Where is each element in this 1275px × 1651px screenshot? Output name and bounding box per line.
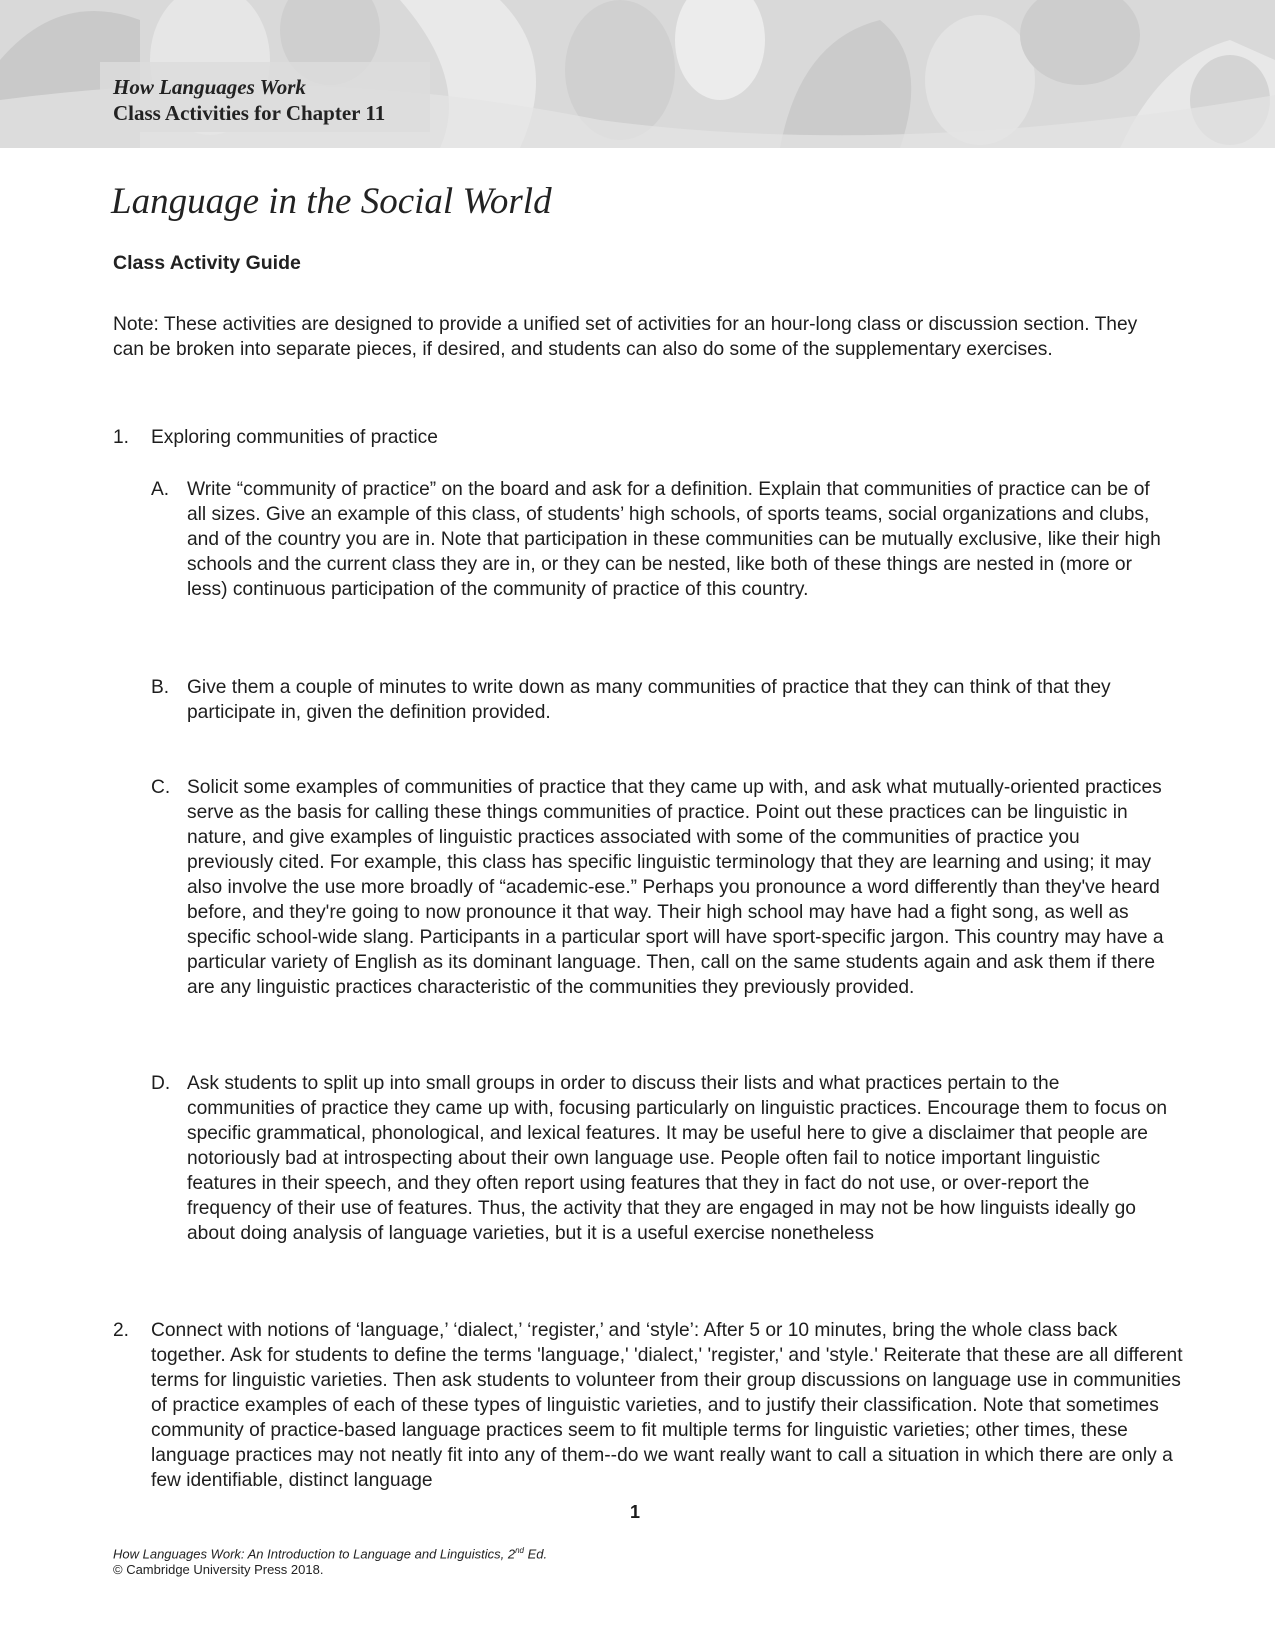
section-number: 2.	[113, 1320, 130, 1341]
footer-citation-sup: nd	[515, 1546, 524, 1555]
page-title: Language in the Social World	[111, 181, 552, 222]
item-text: Give them a couple of minutes to write down as many communities of practice that they can think of that they participate in, given the definition provided.	[187, 677, 1111, 723]
item-text: Solicit some examples of communities of practice that they came up with, and ask what mutually-oriented practices serve as the basis for calling these things communities of practice. Point out these practices can be linguistic in nature, and give examples of linguistic practices associated with some of the communities of practice you previously cited. For example, this class has specific linguistic terminology that they are learning and using; it may also involve the use more broadly of “academic-ese.” Perhaps you pronounce a word differently than they've heard before, and they're going to now pronounce it that way. Their high school may have had a fight song, as well as specific school-wide slang. Participants in a particular sport will have sport-specific jargon. This country may have a particular variety of English as its dominant language. Then, call on the same students again and ask them if there are any linguistic practices characteristic of the communities they previously provided.	[187, 777, 1164, 998]
section-title: Exploring communities of practice	[151, 427, 438, 448]
section-1	[113, 425, 1183, 450]
item-letter: C.	[151, 777, 171, 798]
item-letter: A.	[151, 479, 170, 500]
footer-citation	[113, 1543, 547, 1562]
guide-subtitle: Class Activity Guide	[113, 252, 301, 274]
footer-citation-main: How Languages Work: An Introduction to Language and Linguistics, 2	[113, 1546, 516, 1562]
footer-citation-end: Ed.	[523, 1546, 548, 1562]
item-text: Write “community of practice” on the board and ask for a definition. Explain that communities of practice can be of all sizes. Give an example of this class, of students’ high schools, of sports teams, social organizations and clubs, and of the country you are in. Note that participation in these communities can be mutually exclusive, like their high schools and the current class they are in, or they can be nested, like both of these things are nested in (more or less) continuous participation of the community of practice of this country.	[187, 479, 1161, 600]
footer-copyright: © Cambridge University Press 2018.	[113, 1562, 324, 1578]
section-number: 1.	[113, 427, 130, 448]
activity-item-b	[151, 675, 1171, 725]
page-number: 1	[630, 1502, 641, 1522]
section-text: Connect with notions of ‘language,’ ‘dialect,’ ‘register,’ and ‘style’: After 5 or 10 minutes, bring the whole class back together. Ask for students to define the terms 'language,' 'dialect,' 'register,' and 'style.' Reiterate that these are all different terms for linguistic varieties. Then ask students to volunteer from their group discussions on language use in communities of practice examples of each of these types of linguistic varieties, and to justify their classification. Note that sometimes community of practice-based language practices seem to fit multiple terms for linguistic varieties; other times, these language practices may not neatly fit into any of them--do we want really want to call a situation in which there are only a few identifiable, distinct language	[151, 1320, 1183, 1491]
header-banner	[0, 0, 1275, 148]
header-titles	[113, 74, 385, 126]
intro-note: Note: These activities are designed to provide a unified set of activities for an hour-long class or discussion section. They can be broken into separate pieces, if desired, and students can also do some of the supplementary exercises.	[113, 314, 1138, 360]
book-title: How Languages Work	[113, 75, 306, 99]
item-text: Ask students to split up into small groups in order to discuss their lists and what practices pertain to the communities of practice they came up with, focusing particularly on linguistic practices. Encourage them to focus on specific grammatical, phonological, and lexical features. It may be useful here to give a disclaimer that people are notoriously bad at introspecting about their own language use. People often fail to notice important linguistic features in their speech, and they often report using features that they in fact do not use, or over-report the frequency of their use of features. Thus, the activity that they are engaged in may not be how linguists ideally go about doing analysis of language varieties, but it is a useful exercise nonetheless	[187, 1073, 1168, 1244]
activity-item-d	[151, 1071, 1171, 1246]
activity-item-a	[151, 477, 1171, 602]
activity-item-c	[151, 775, 1171, 1000]
chapter-title: Class Activities for Chapter 11	[113, 101, 386, 125]
section-2	[113, 1318, 1183, 1493]
item-letter: D.	[151, 1073, 171, 1094]
item-letter: B.	[151, 677, 170, 698]
footer	[113, 1543, 547, 1578]
